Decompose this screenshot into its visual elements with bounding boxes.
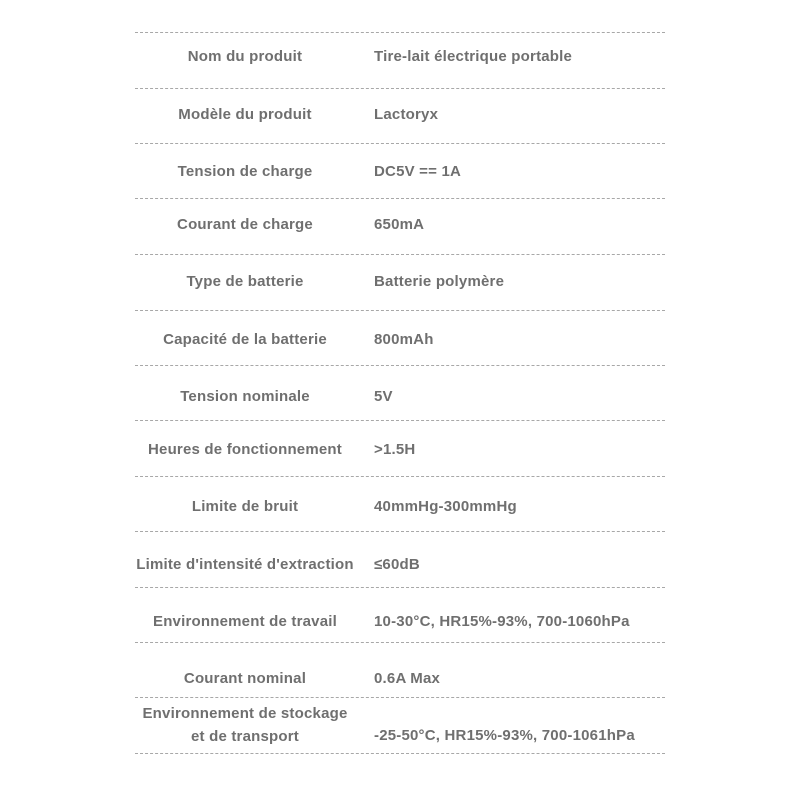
- divider: [135, 642, 665, 643]
- spec-label: Environnement de travail: [152, 613, 338, 630]
- divider: [135, 32, 665, 33]
- spec-value: ≤60dB: [374, 556, 420, 573]
- spec-value: Lactoryx: [374, 106, 439, 123]
- spec-label: Limite d'intensité d'extraction: [136, 556, 354, 573]
- divider: [135, 88, 665, 89]
- spec-table: [135, 0, 665, 800]
- spec-label-line1: Environnement de stockage: [142, 705, 348, 722]
- spec-label: [125, 702, 365, 748]
- divider: [135, 476, 665, 477]
- divider: [135, 697, 665, 698]
- divider: [135, 143, 665, 144]
- spec-label: Limite de bruit: [191, 498, 299, 515]
- spec-label: Type de batterie: [186, 273, 304, 290]
- spec-value: 0.6A Max: [374, 670, 441, 687]
- spec-label: Tension nominale: [180, 388, 310, 405]
- spec-value: 650mA: [374, 216, 425, 233]
- divider: [135, 365, 665, 366]
- divider: [135, 753, 665, 754]
- spec-label: Courant de charge: [177, 216, 313, 233]
- spec-value: Tire-lait électrique portable: [374, 48, 573, 65]
- spec-label: Heures de fonctionnement: [148, 441, 342, 458]
- spec-label-line2: et de transport: [190, 728, 299, 745]
- divider: [135, 420, 665, 421]
- spec-value: >1.5H: [374, 441, 416, 458]
- spec-label: Courant nominal: [183, 670, 307, 687]
- divider: [135, 531, 665, 532]
- spec-value: 800mAh: [374, 331, 434, 348]
- spec-label: Nom du produit: [187, 48, 303, 65]
- spec-value: 5V: [374, 388, 393, 405]
- spec-label: Tension de charge: [177, 163, 313, 180]
- divider: [135, 587, 665, 588]
- spec-value: DC5V == 1A: [374, 163, 462, 180]
- spec-value: Batterie polymère: [374, 273, 505, 290]
- spec-value: 10-30°C, HR15%-93%, 700-1060hPa: [374, 613, 630, 630]
- divider: [135, 198, 665, 199]
- spec-label: Capacité de la batterie: [163, 331, 327, 348]
- divider: [135, 254, 665, 255]
- spec-label: Modèle du produit: [178, 106, 312, 123]
- divider: [135, 310, 665, 311]
- spec-value: -25-50°C, HR15%-93%, 700-1061hPa: [374, 727, 635, 744]
- spec-value: 40mmHg-300mmHg: [374, 498, 517, 515]
